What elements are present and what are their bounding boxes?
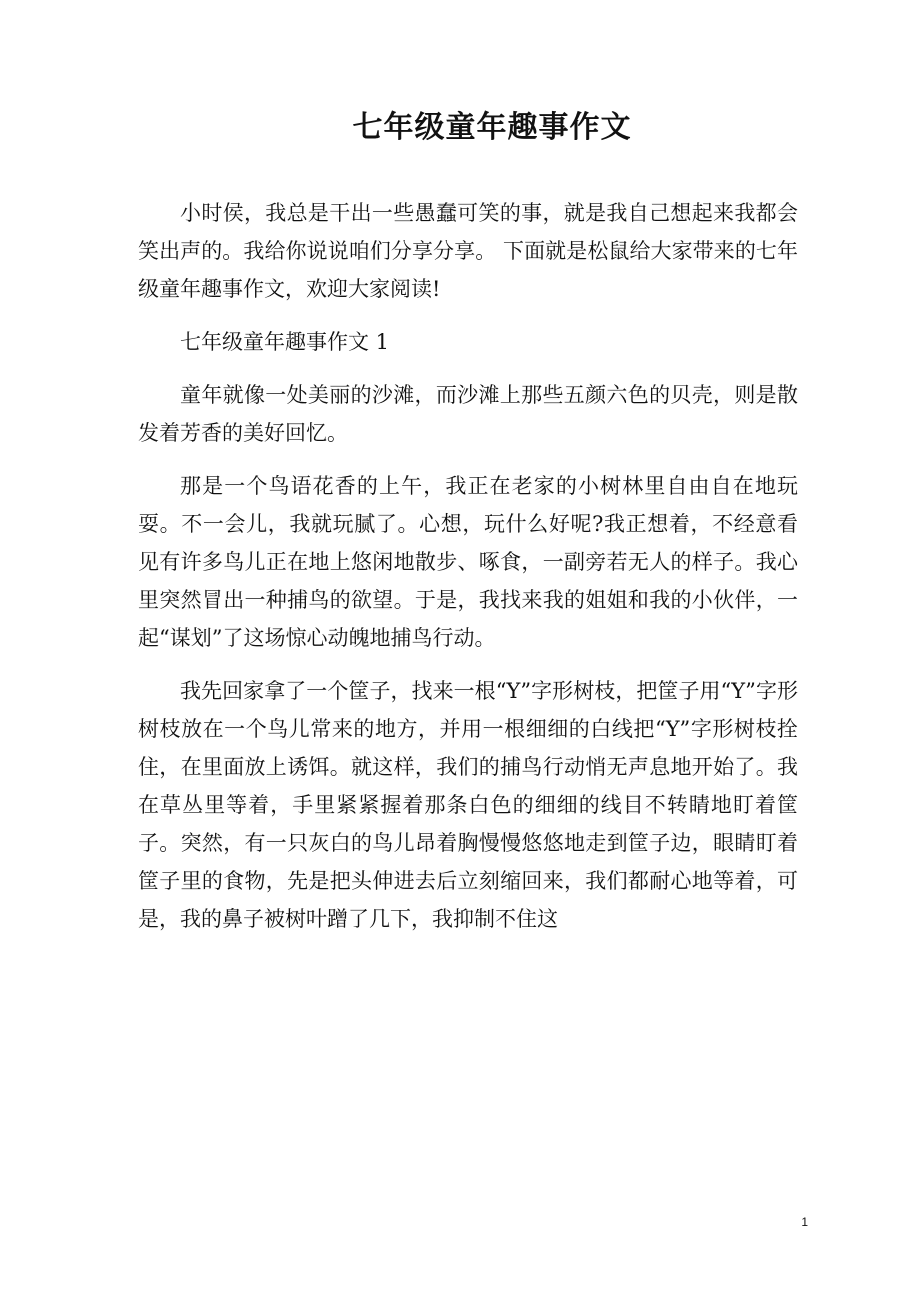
page-number: 1 bbox=[801, 1215, 808, 1229]
paragraph-section-heading: 七年级童年趣事作文 1 bbox=[180, 330, 390, 354]
document-title: 七年级童年趣事作文 bbox=[352, 110, 632, 145]
paragraph-morning-play: 那是一个鸟语花香的上午，我正在老家的小树林里自由自在地玩耍。不一会儿，我就玩腻了。心想，玩什么好呢?我正想着，不经意看见有许多鸟儿正在地上悠闲地散步、啄食，一副旁若无人的样子。我心里突然冒出一种捕鸟的欲望。于是，我找来我的姐姐和我的小伙伴，一起“谋划”了这场惊心动魄地捕鸟行动。 bbox=[138, 474, 798, 650]
document-body bbox=[138, 194, 798, 938]
paragraph-bird-trap: 我先回家拿了一个筐子，找来一根“Y”字形树枝，把筐子用“Y”字形树枝放在一个鸟儿常来的地方，并用一根细细的白线把“Y”字形树枝拴住，在里面放上诱饵。就这样，我们的捕鸟行动悄无声息地开始了。我在草丛里等着，手里紧紧握着那条白色的细细的线目不转睛地盯着筐子。突然，有一只灰白的鸟儿昂着胸慢慢悠悠地走到筐子边，眼睛盯着筐子里的食物，先是把头伸进去后立刻缩回来，我们都耐心地等着，可是，我的鼻子被树叶蹭了几下，我抑制不住这 bbox=[138, 679, 798, 931]
paragraph-childhood-beach: 童年就像一处美丽的沙滩，而沙滩上那些五颜六色的贝壳，则是散发着芳香的美好回忆。 bbox=[138, 383, 798, 445]
paragraph-intro: 小时侯，我总是干出一些愚蠢可笑的事，就是我自己想起来我都会笑出声的。我给你说说咱们分享分享。 下面就是松鼠给大家带来的七年级童年趣事作文，欢迎大家阅读! bbox=[138, 201, 798, 301]
